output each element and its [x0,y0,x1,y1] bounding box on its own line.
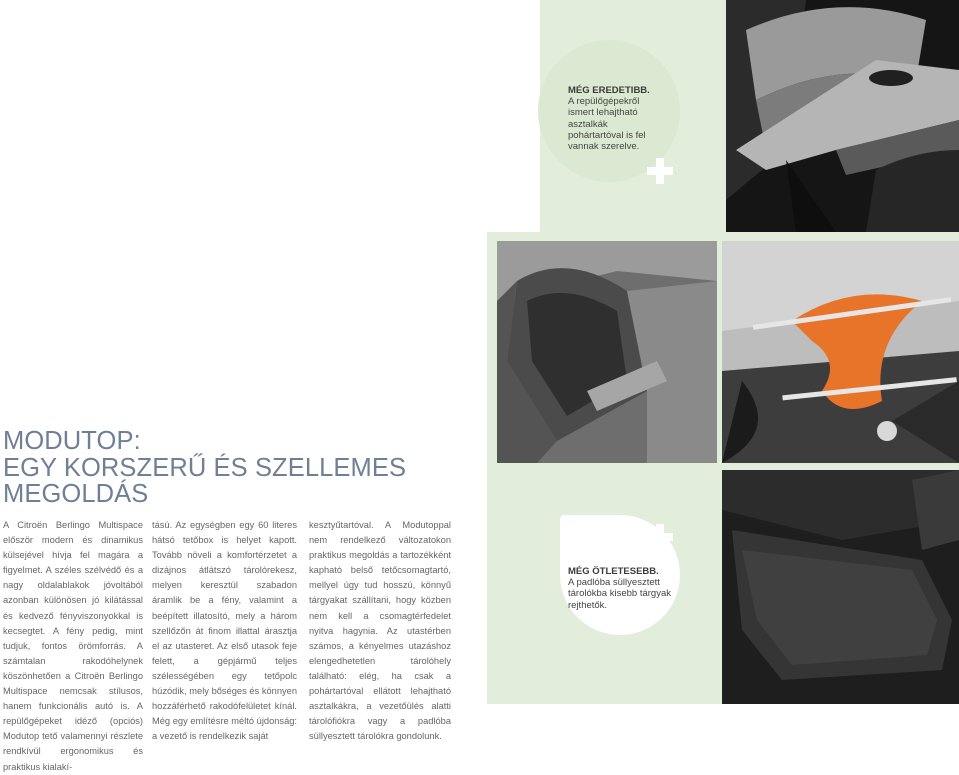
callout-top-text: A repülőgépekről ismert lehajtható asztalkák pohártartóval is fel vannak szerelve. [568,96,646,153]
callout-top-title: MÉG EREDETIBB. [568,85,650,96]
body-column-2: tású. Az egységben egy 60 literes hátsó tetőbox is helyet kapott. Tovább növeli a komfortérzetet a dizájnos átlátszó tárolórekesz, melyen keresztül szabadon áramlik be a fény, valamint a beépített illatosító, mely a három szellőzőn át finom illattal árasztja el az utasteret. Az első utasok feje felett, a gépjármű teljes szélességében egy tetőpolc húzódik, mely bőséges és könnyen hozzáférhető rakodófelületet kínál. Még egy említésre méltó újdonság: a vezető is rendelkezik saját [152,520,297,742]
roof-photo [722,241,959,463]
headline-line-2: EGY KORSZERŰ ÉS SZELLEMES [3,453,407,482]
glovebox-photo [497,241,717,463]
headline-line-1: MODUTOP: [3,427,141,455]
callout-bottom-title: MÉG ÖTLETESEBB. [568,566,659,577]
plus-icon [647,158,673,184]
floor-photo [722,470,959,704]
page-headline [3,428,406,508]
callout-bottom [568,566,678,611]
plus-icon [647,524,673,550]
tray-photo [726,0,959,232]
body-column-1: A Citroën Berlingo Multispace először modern és dinamikus külsejével hívja fel magára a figyelmet. A széles szélvédő és a nagy oldalablakok jóvoltából azonban különösen jó kilátással és kedvező fényviszonyokkal is kecsegtet. A fény pedig, mint tudjuk, fontos örömforrás. A számtalan rakodóhelynek köszönhetően a Citroën Berlingo Multispace nemcsak stílusos, hanem funkcionális autó is. A repülőgépeket idéző (opciós) Modutop tető valamennyi részlete rendkívül ergonomikus és praktikus kialakí- [3,520,143,772]
callout-top [568,85,663,152]
headline-line-3: MEGOLDÁS [3,480,149,508]
callout-bottom-text: A padlóba süllyesztett tárolókba kisebb tárgyak rejthetők. [568,577,671,611]
body-column-3: kesztyűtartóval. A Modutoppal nem rendelkező változatokon praktikus megoldás a tartozékként kapható belső tetőcsomagtartó, mellyel úgy tud hosszú, könnyű tárgyakat szállítani, hogy közben nem kell a csomagtérfedelet nyitva hagynia. Az utastérben számos, a kényelmes utazáshoz elengedhetetlen tárolóhely található: elég, ha csak a pohártartóval ellátott lehajtható asztalkákra, a vezetőülés alatti tárolófiókra vagy a padlóba süllyesztett tárolókra gondolunk. [309,520,451,742]
